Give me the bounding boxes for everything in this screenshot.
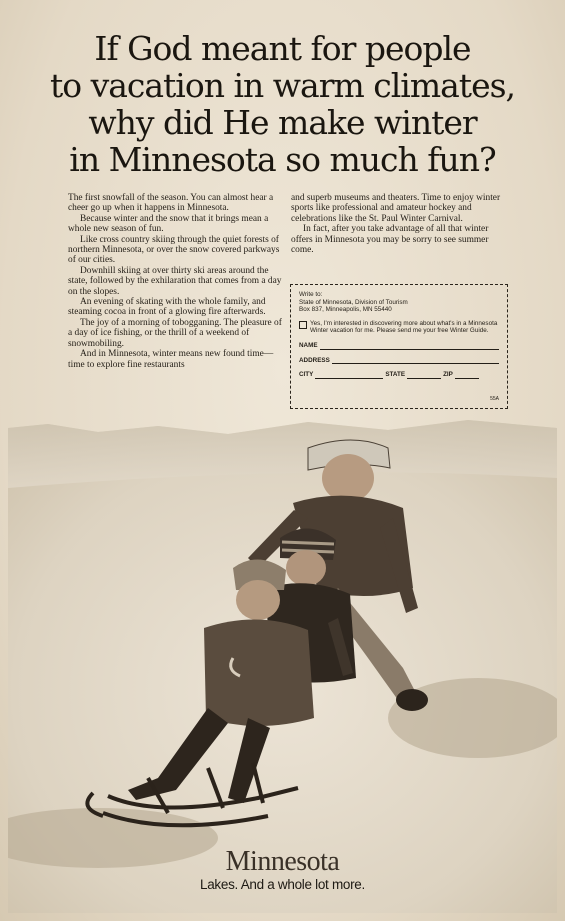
address-blank[interactable]: [332, 357, 499, 364]
body-column-right: [291, 193, 507, 255]
city-label: CITY: [299, 371, 314, 379]
body-paragraph: Downhill skiing at over thirty ski areas around the state, followed by the exhilaration that comes from a day on the slopes.: [68, 265, 282, 297]
city-blank[interactable]: [315, 372, 383, 379]
headline-line-4: in Minnesota so much fun?: [69, 140, 496, 179]
zip-blank[interactable]: [455, 372, 479, 379]
headline: [20, 30, 545, 178]
state-blank[interactable]: [407, 372, 441, 379]
request-checkbox[interactable]: [299, 321, 307, 329]
brand-tagline: Lakes. And a whole lot more.: [200, 877, 365, 892]
sledding-children-photo: [8, 418, 557, 913]
city-state-zip-row: [299, 371, 499, 379]
coupon-address-line-2: Box 837, Minneapolis, MN 55440: [299, 306, 392, 314]
headline-line-3: why did He make winter: [88, 103, 477, 142]
body-paragraph: Because winter and the snow that it brings mean a whole new season of fun.: [68, 213, 269, 235]
coupon-code: 55A: [490, 396, 499, 403]
coupon-write-to: Write to:: [299, 291, 323, 298]
address-field[interactable]: [299, 357, 499, 365]
body-column-left: [68, 193, 286, 370]
name-blank[interactable]: [320, 343, 499, 350]
headline-line-1: If God meant for people: [94, 29, 471, 68]
coupon-address-line-1: State of Minnesota, Division of Tourism: [299, 298, 408, 306]
address-label: ADDRESS: [299, 356, 330, 364]
state-label: STATE: [385, 371, 406, 379]
body-paragraph: Like cross country skiing through the quiet forests of northern Minnesota, or over the snow covered parkways of our cities.: [68, 234, 280, 266]
mail-in-coupon: [290, 284, 508, 409]
body-paragraph: The first snowfall of the season. You can almost hear a cheer go up when it happens in Minnesota.: [68, 193, 274, 214]
name-label: NAME: [299, 341, 318, 349]
coupon-request: [299, 320, 499, 335]
body-paragraph: An evening of skating with the whole family, and steaming cocoa in front of a glowing fire afterwards.: [68, 297, 266, 318]
body-paragraph: and superb museums and theaters. Time to enjoy winter sports like professional and amateur hockey and celebrations like the St. Paul Winter Carnival.: [291, 193, 501, 224]
body-paragraph: In fact, after you take advantage of all that winter offers in Minnesota you may be sorry to see summer come.: [291, 224, 489, 256]
brand-block: [0, 846, 565, 892]
brand-logo: Minnesota: [225, 846, 340, 877]
body-paragraph: The joy of a morning of tobogganing. The pleasure of a day of ice fishing, or the thrill of a weekend of snowmobiling.: [68, 317, 282, 349]
headline-line-2: to vacation in warm climates,: [49, 66, 516, 105]
zip-label: ZIP: [443, 371, 453, 379]
request-text: Yes, I'm interested in discovering more about what's in a Minnesota Winter vacation for me. Please send me your free Winter Guide.: [310, 319, 498, 335]
name-field[interactable]: [299, 342, 499, 350]
body-paragraph: And in Minnesota, winter means new found time—time to explore fine restaurants: [68, 349, 274, 370]
coupon-address: [299, 291, 499, 314]
